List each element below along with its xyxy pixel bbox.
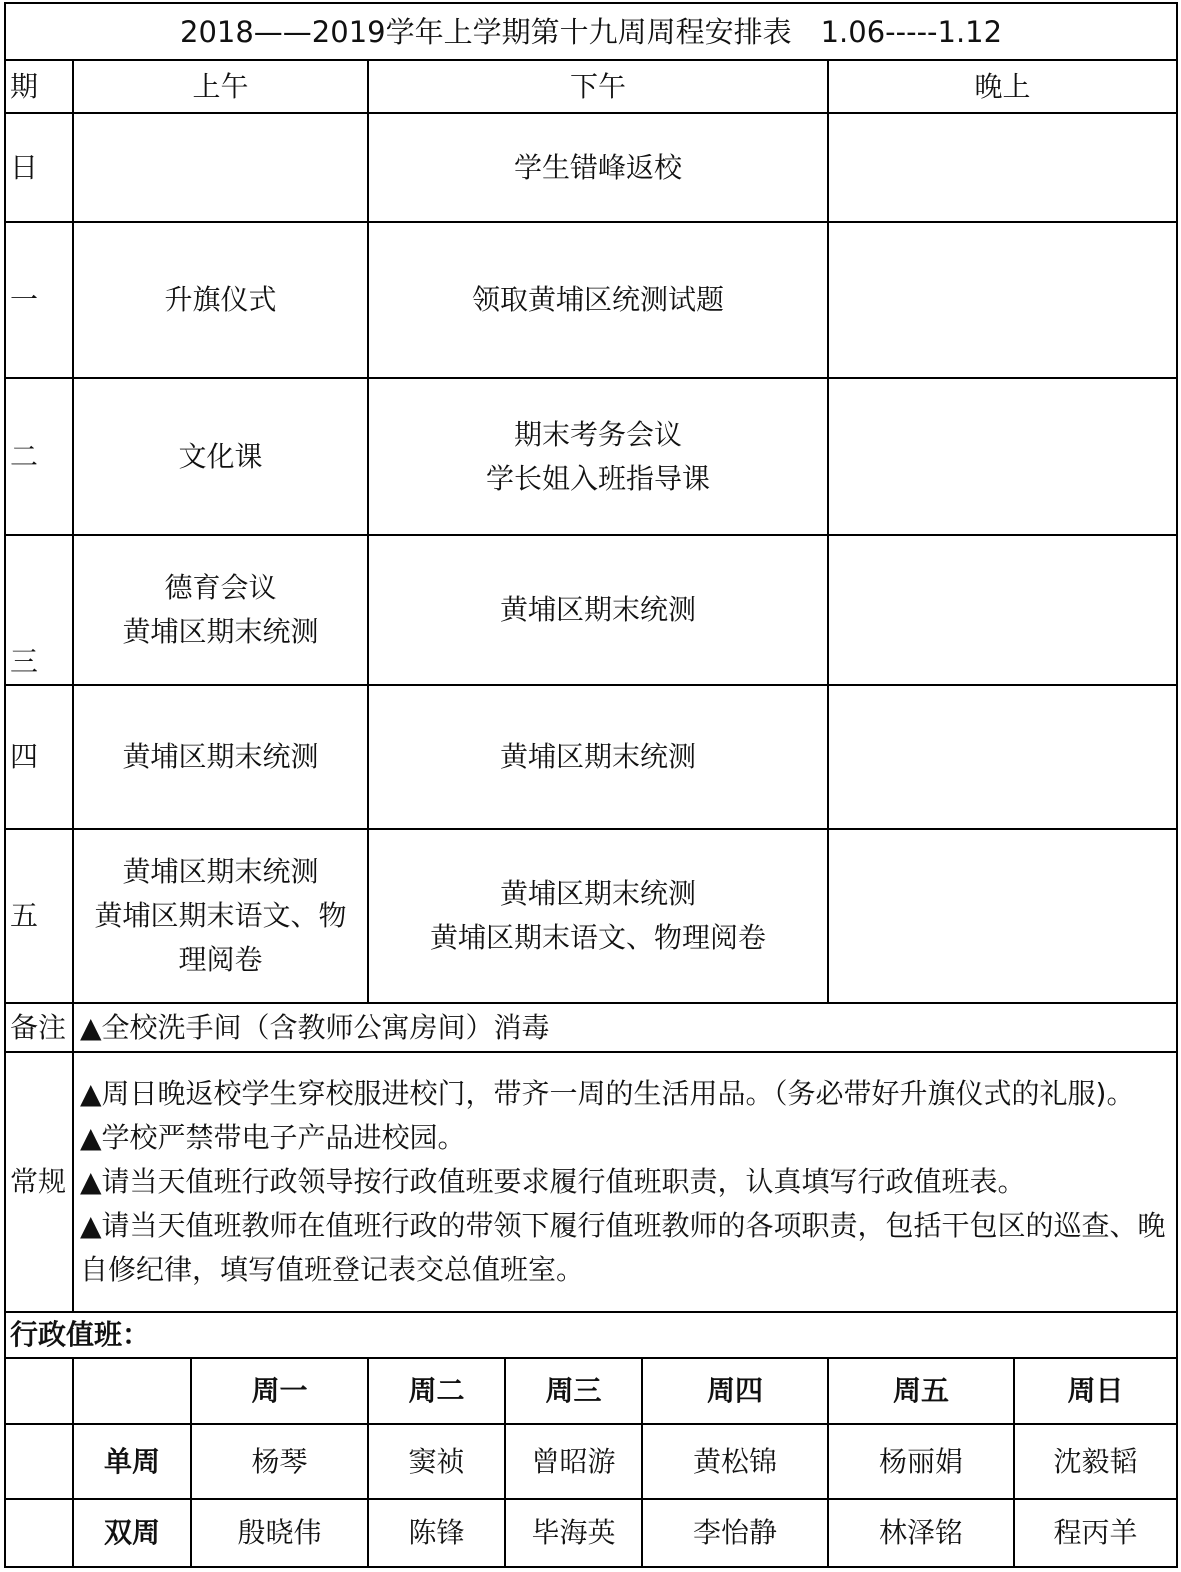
evening-cell [828,378,1177,535]
morning-cell [73,535,368,685]
duty-empty-cell [5,1358,73,1424]
duty-name: 林泽铭 [828,1499,1014,1567]
afternoon-cell [368,113,828,222]
afternoon-cell [368,378,828,535]
duty-empty-cell [73,1358,191,1424]
afternoon-cell [368,685,828,829]
morning-cell-line: 黄埔区期末统测 [122,855,319,888]
afternoon-cell-line: 黄埔区期末统测 [499,740,696,773]
duty-day-header: 周五 [828,1358,1014,1424]
day-label: 三 [5,535,73,685]
routine-item: ▲请当天值班教师在值班行政的带领下履行值班教师的各项职责，包括干包区的巡查、晚自修纪律，填写值班登记表交总值班室。 [80,1209,1166,1286]
evening-cell [828,113,1177,222]
duty-name: 沈毅韬 [1014,1424,1177,1499]
afternoon-cell-line: 黄埔区期末统测 [499,593,696,626]
day-row [5,829,1177,1003]
day-label: 日 [5,113,73,222]
duty-empty-cell [5,1424,73,1499]
duty-name: 黄松锦 [642,1424,828,1499]
duty-name: 陈锋 [368,1499,505,1567]
day-label: 五 [5,829,73,1003]
duty-name: 程丙羊 [1014,1499,1177,1567]
routine-notes [73,1052,1177,1312]
duty-week-label: 单周 [73,1424,191,1499]
morning-cell-line: 升旗仪式 [164,283,277,316]
day-row [5,685,1177,829]
day-row [5,222,1177,378]
evening-cell [828,535,1177,685]
evening-cell [828,222,1177,378]
duty-name: 窦祯 [368,1424,505,1499]
morning-cell-line: 德育会议 [164,571,277,604]
duty-row [5,1424,1177,1499]
morning-cell [73,829,368,1003]
duty-day-header: 周日 [1014,1358,1177,1424]
routine-item: ▲周日晚返校学生穿校服进校门，带齐一周的生活用品。（务必带好升旗仪式的礼服)。 [80,1077,1135,1110]
duty-heading: 行政值班： [5,1312,1177,1358]
afternoon-cell-line: 领取黄埔区统测试题 [471,283,724,316]
morning-cell-line: 文化课 [178,439,263,473]
duty-name: 曾昭游 [505,1424,642,1499]
period-header: 期 [5,60,73,113]
morning-cell [73,222,368,378]
remarks-text: ▲全校洗手间（含教师公寓房间）消毒 [73,1003,1177,1052]
morning-cell [73,113,368,222]
afternoon-header: 下午 [368,60,828,113]
evening-cell [828,685,1177,829]
evening-cell [828,829,1177,1003]
duty-name: 毕海英 [505,1499,642,1567]
duty-empty-cell [5,1499,73,1567]
routine-label: 常规 [5,1052,73,1312]
morning-cell-line: 黄埔区期末统测 [122,740,319,773]
schedule-table [4,2,1178,1568]
evening-header: 晚上 [828,60,1177,113]
day-row [5,535,1177,685]
duty-name: 李怡静 [642,1499,828,1567]
duty-day-header: 周三 [505,1358,642,1424]
afternoon-cell-line: 学生错峰返校 [513,150,682,184]
duty-week-label: 双周 [73,1499,191,1567]
morning-header: 上午 [73,60,368,113]
routine-item: ▲请当天值班行政领导按行政值班要求履行值班职责，认真填写行政值班表。 [80,1165,1026,1198]
afternoon-cell-line: 黄埔区期末统测 [499,877,696,910]
routine-item: ▲学校严禁带电子产品进校园。 [80,1121,466,1154]
duty-row [5,1499,1177,1567]
duty-name: 杨琴 [191,1424,368,1499]
page-title: 2018——2019学年上学期第十九周周程安排表 1.06-----1.12 [5,3,1177,60]
afternoon-cell [368,535,828,685]
remarks-label: 备注 [5,1003,73,1052]
duty-day-header: 周一 [191,1358,368,1424]
duty-name: 殷晓伟 [191,1499,368,1567]
afternoon-cell-line: 黄埔区期末语文、物理阅卷 [429,921,766,954]
day-label: 一 [5,222,73,378]
morning-cell [73,685,368,829]
afternoon-cell-line: 学长姐入班指导课 [485,461,710,495]
afternoon-cell [368,222,828,378]
day-row [5,378,1177,535]
afternoon-cell [368,829,828,1003]
duty-day-header: 周二 [368,1358,505,1424]
morning-cell-line: 黄埔区期末语文、物 [94,899,347,932]
afternoon-cell-line: 期末考务会议 [513,417,682,451]
day-label: 二 [5,378,73,535]
day-label: 四 [5,685,73,829]
duty-name: 杨丽娟 [828,1424,1014,1499]
morning-cell-line: 理阅卷 [178,943,263,976]
morning-cell [73,378,368,535]
morning-cell-line: 黄埔区期末统测 [122,615,319,648]
day-row [5,113,1177,222]
duty-day-header: 周四 [642,1358,828,1424]
